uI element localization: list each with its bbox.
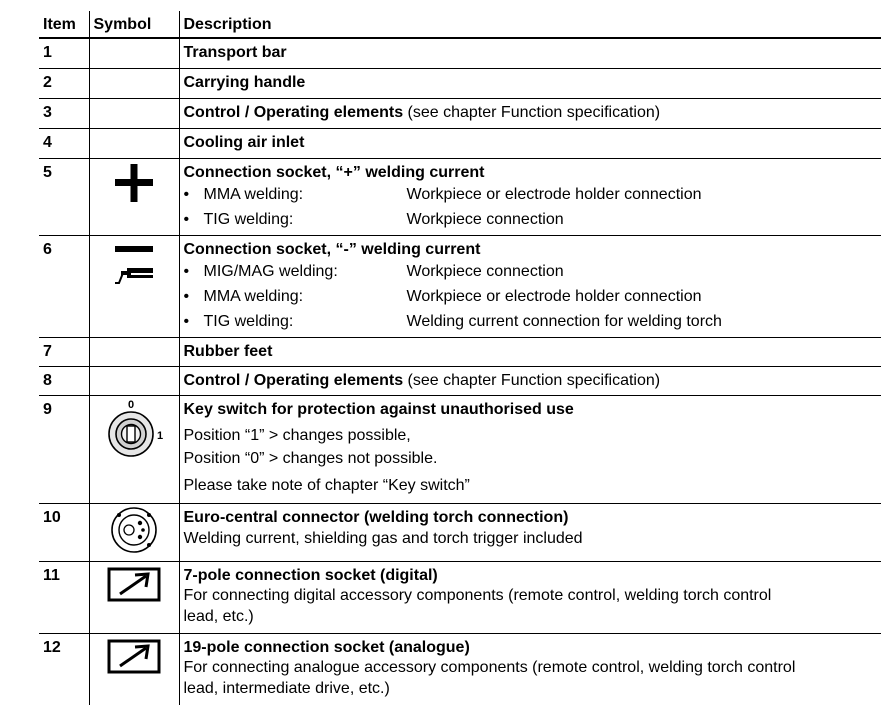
description-line: Position “0” > changes not possible. [183, 449, 438, 467]
symbol-cell [89, 128, 179, 158]
bullet-label: MIG/MAG welding: [203, 262, 338, 280]
table-row [39, 561, 881, 633]
header-symbol: Symbol [89, 11, 179, 38]
item-number: 8 [39, 366, 89, 395]
bullet-label: MMA welding: [203, 185, 304, 203]
symbol-cell [89, 503, 179, 561]
row-title: Euro-central connector (welding torch connection) [183, 508, 569, 526]
key-switch-icon [101, 398, 167, 462]
row-title: Cooling air inlet [183, 133, 305, 151]
symbol-cell [89, 561, 179, 633]
row-note: (see chapter Function specification) [403, 371, 661, 389]
symbol-cell [89, 68, 179, 98]
description-cell [179, 128, 881, 158]
table-row [39, 503, 881, 561]
table-row [39, 68, 881, 98]
item-number: 12 [43, 638, 61, 656]
description-cell [179, 158, 881, 235]
description-cell [179, 98, 881, 128]
row-title: Connection socket, “+” welding current [183, 163, 485, 181]
key-switch-label-0: 0 [128, 398, 135, 411]
item-number: 11 [39, 561, 89, 633]
description-line: lead, intermediate drive, etc.) [183, 679, 390, 697]
symbol-cell [89, 337, 179, 366]
arrow-box-icon [106, 565, 162, 605]
description-cell [179, 337, 881, 366]
symbol-cell [89, 633, 179, 705]
table-row [39, 633, 881, 705]
symbol-cell [89, 235, 179, 337]
description-line: lead, etc.) [183, 607, 254, 625]
header-item: Item [39, 11, 89, 38]
bullet-label: MMA welding: [203, 287, 304, 305]
bullet-value: Workpiece or electrode holder connection [406, 287, 702, 305]
bullet-value: Workpiece connection [406, 210, 564, 228]
symbol-cell [89, 395, 179, 503]
description-cell [179, 68, 881, 98]
item-number: 5 [39, 158, 89, 235]
description-cell [179, 633, 881, 705]
row-title: 7-pole connection socket (digital) [183, 566, 438, 584]
bullet-line: • MIG/MAG welding: Workpiece connection [184, 259, 882, 284]
symbol-cell [89, 38, 179, 68]
row-title: Transport bar [183, 44, 287, 61]
plus-symbol-icon [112, 161, 156, 205]
table-row [39, 235, 881, 337]
description-line: For connecting digital accessory components (remote control, welding torch control [183, 586, 772, 604]
row-note: (see chapter Function specification) [403, 103, 661, 121]
header-description: Description [179, 11, 881, 38]
header-row [39, 11, 881, 38]
table-row [39, 337, 881, 366]
component-table [39, 11, 881, 705]
description-cell [179, 561, 881, 633]
table-row [39, 38, 881, 68]
symbol-cell [89, 366, 179, 395]
table-row [39, 98, 881, 128]
description-line: Welding current, shielding gas and torch trigger included [183, 529, 583, 547]
table-row [39, 128, 881, 158]
bullet-label: TIG welding: [203, 312, 294, 330]
bullet-value: Welding current connection for welding torch [406, 312, 722, 330]
symbol-cell [89, 98, 179, 128]
item-number: 2 [39, 68, 89, 98]
row-title: Control / Operating elements [183, 103, 404, 121]
bullet-line: • TIG welding: Workpiece connection [184, 207, 882, 232]
table-row [39, 366, 881, 395]
bullet-label: TIG welding: [203, 210, 294, 228]
item-number: 6 [39, 235, 89, 337]
bullet-value: Workpiece or electrode holder connection [406, 185, 702, 203]
row-title: Connection socket, “-” welding current [183, 240, 481, 258]
item-number: 1 [39, 38, 89, 68]
item-number: 7 [39, 337, 89, 366]
description-cell [179, 503, 881, 561]
bullet-line: • TIG welding: Welding current connection for welding torch [184, 309, 882, 334]
description-cell [179, 366, 881, 395]
row-title: Rubber feet [183, 342, 273, 360]
bullet-line: • MMA welding: Workpiece or electrode holder connection [184, 284, 882, 309]
table-row [39, 395, 881, 503]
description-cell [179, 38, 881, 68]
item-number: 4 [39, 128, 89, 158]
table-row [39, 158, 881, 235]
item-number: 3 [39, 98, 89, 128]
row-title: Key switch for protection against unauthorised use [183, 400, 574, 418]
arrow-box-icon [106, 637, 162, 677]
row-title: Carrying handle [183, 73, 306, 91]
item-number: 10 [39, 503, 89, 561]
row-title: 19-pole connection socket (analogue) [183, 638, 470, 656]
component-table-wrapper [39, 11, 881, 705]
bullet-line: • MMA welding: Workpiece or electrode holder connection [184, 182, 882, 207]
description-line: Please take note of chapter “Key switch” [183, 476, 470, 494]
key-switch-label-1: 1 [157, 429, 164, 442]
description-cell [179, 235, 881, 337]
description-cell [179, 395, 881, 503]
minus-socket-icon [109, 242, 159, 292]
row-title: Control / Operating elements [183, 371, 404, 389]
item-number: 9 [39, 395, 89, 503]
description-line: For connecting analogue accessory components (remote control, welding torch control [183, 658, 796, 676]
symbol-cell [89, 158, 179, 235]
bullet-value: Workpiece connection [406, 262, 564, 280]
euro-connector-icon [109, 505, 159, 555]
description-line: Position “1” > changes possible, [183, 426, 411, 444]
